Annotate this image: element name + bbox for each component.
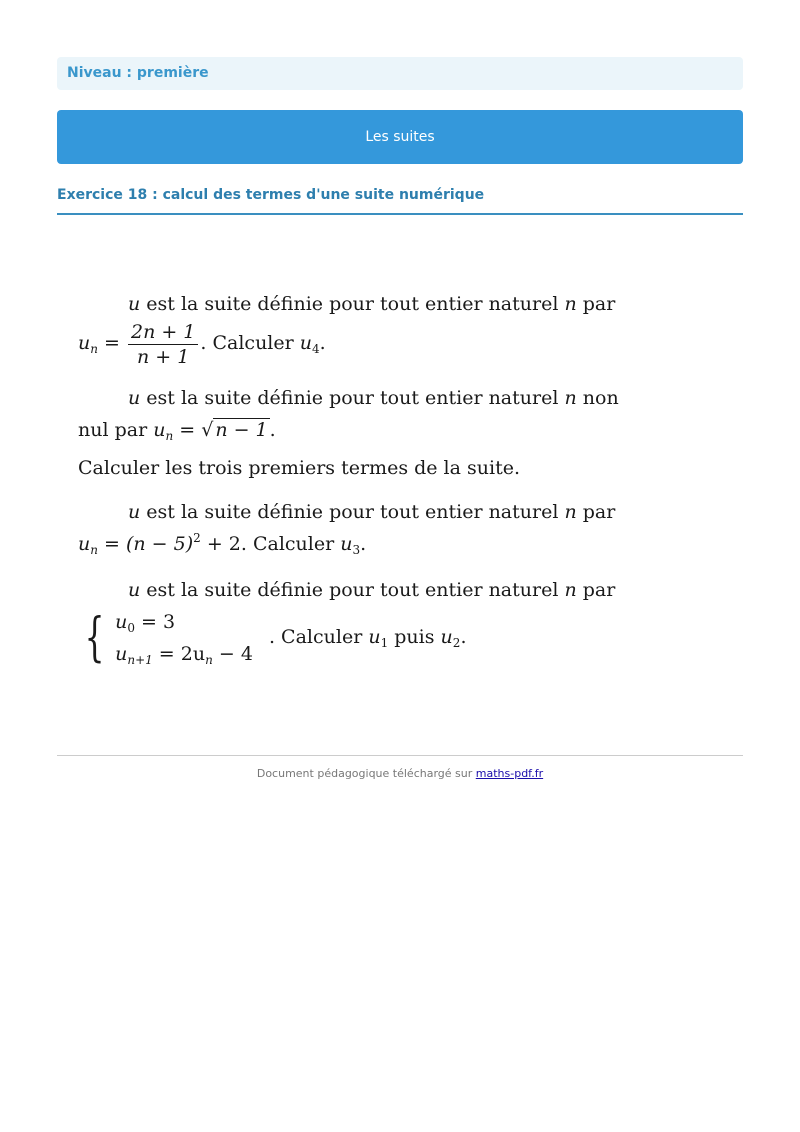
q3-intro-text: est la suite définie pour tout entier naturel	[146, 501, 559, 523]
exercise-title: Exercice 18 : calcul des termes d'une suite numérique	[57, 186, 743, 215]
question-1: u est la suite définie pour tout entier naturel n par $u_n$ = $\frac{2n + 1}{n + 1}$ . Calculer $u_4$.	[78, 293, 616, 368]
q3-expression: (n − 5)	[125, 533, 194, 555]
fraction	[128, 320, 198, 369]
q3-exponent: 2	[193, 531, 201, 545]
level-banner: Niveau : première	[57, 57, 743, 90]
q1-par-text: par	[582, 293, 616, 315]
question-2: u est la suite définie pour tout entier naturel n non nul par $u_n$ = √ n − 1 . Calculer les trois premiers termes de la suite.	[78, 384, 638, 482]
system-line-2: $u_{n+1} = 2u_n - 4$	[115, 643, 253, 667]
q3-par-text: par	[582, 501, 616, 523]
footer-text: Document pédagogique téléchargé sur	[256, 767, 473, 780]
q4-puis-text: puis	[394, 626, 435, 648]
q2-line-3: Calculer les trois premiers termes de la suite.	[78, 457, 520, 479]
footer-divider	[57, 755, 743, 756]
q3-calc-text: + 2. Calculer	[200, 533, 335, 555]
system-line-1: $u_0 = 3$	[115, 611, 176, 635]
q2-non-text: non	[582, 387, 619, 409]
question-4: u est la suite définie pour tout entier naturel n par { $u_0 = 3$ $u_{n+1} = 2u_n - 4$ . Calculer $u_1$ puis $u_2$.	[78, 576, 638, 670]
left-brace: {	[84, 608, 105, 668]
q2-nul-par-text: nul par	[78, 419, 148, 441]
exercise-content	[78, 290, 638, 670]
question-3: u est la suite définie pour tout entier naturel n par $u_n = (n - 5)^2 + 2$. Calculer $u_3$.	[78, 501, 616, 557]
q4-par-text: par	[582, 579, 616, 601]
fraction-numerator: 2n + 1	[130, 320, 196, 343]
q4-intro-text: est la suite définie pour tout entier naturel	[146, 579, 559, 601]
fraction-denominator: n + 1	[128, 344, 198, 369]
footer-link[interactable]: maths-pdf.fr	[475, 767, 544, 780]
sqrt-radicand: n − 1	[215, 419, 268, 441]
square-root: √ n − 1	[201, 419, 268, 441]
chapter-title: Les suites	[57, 110, 743, 164]
q1-intro-text: est la suite définie pour tout entier naturel	[146, 293, 559, 315]
q4-calc-text: . Calculer	[268, 626, 363, 648]
q1-calc-text: . Calculer	[200, 332, 294, 354]
q2-intro-text: est la suite définie pour tout entier naturel	[146, 387, 559, 409]
footer	[0, 767, 800, 780]
recurrence-system	[78, 606, 253, 670]
